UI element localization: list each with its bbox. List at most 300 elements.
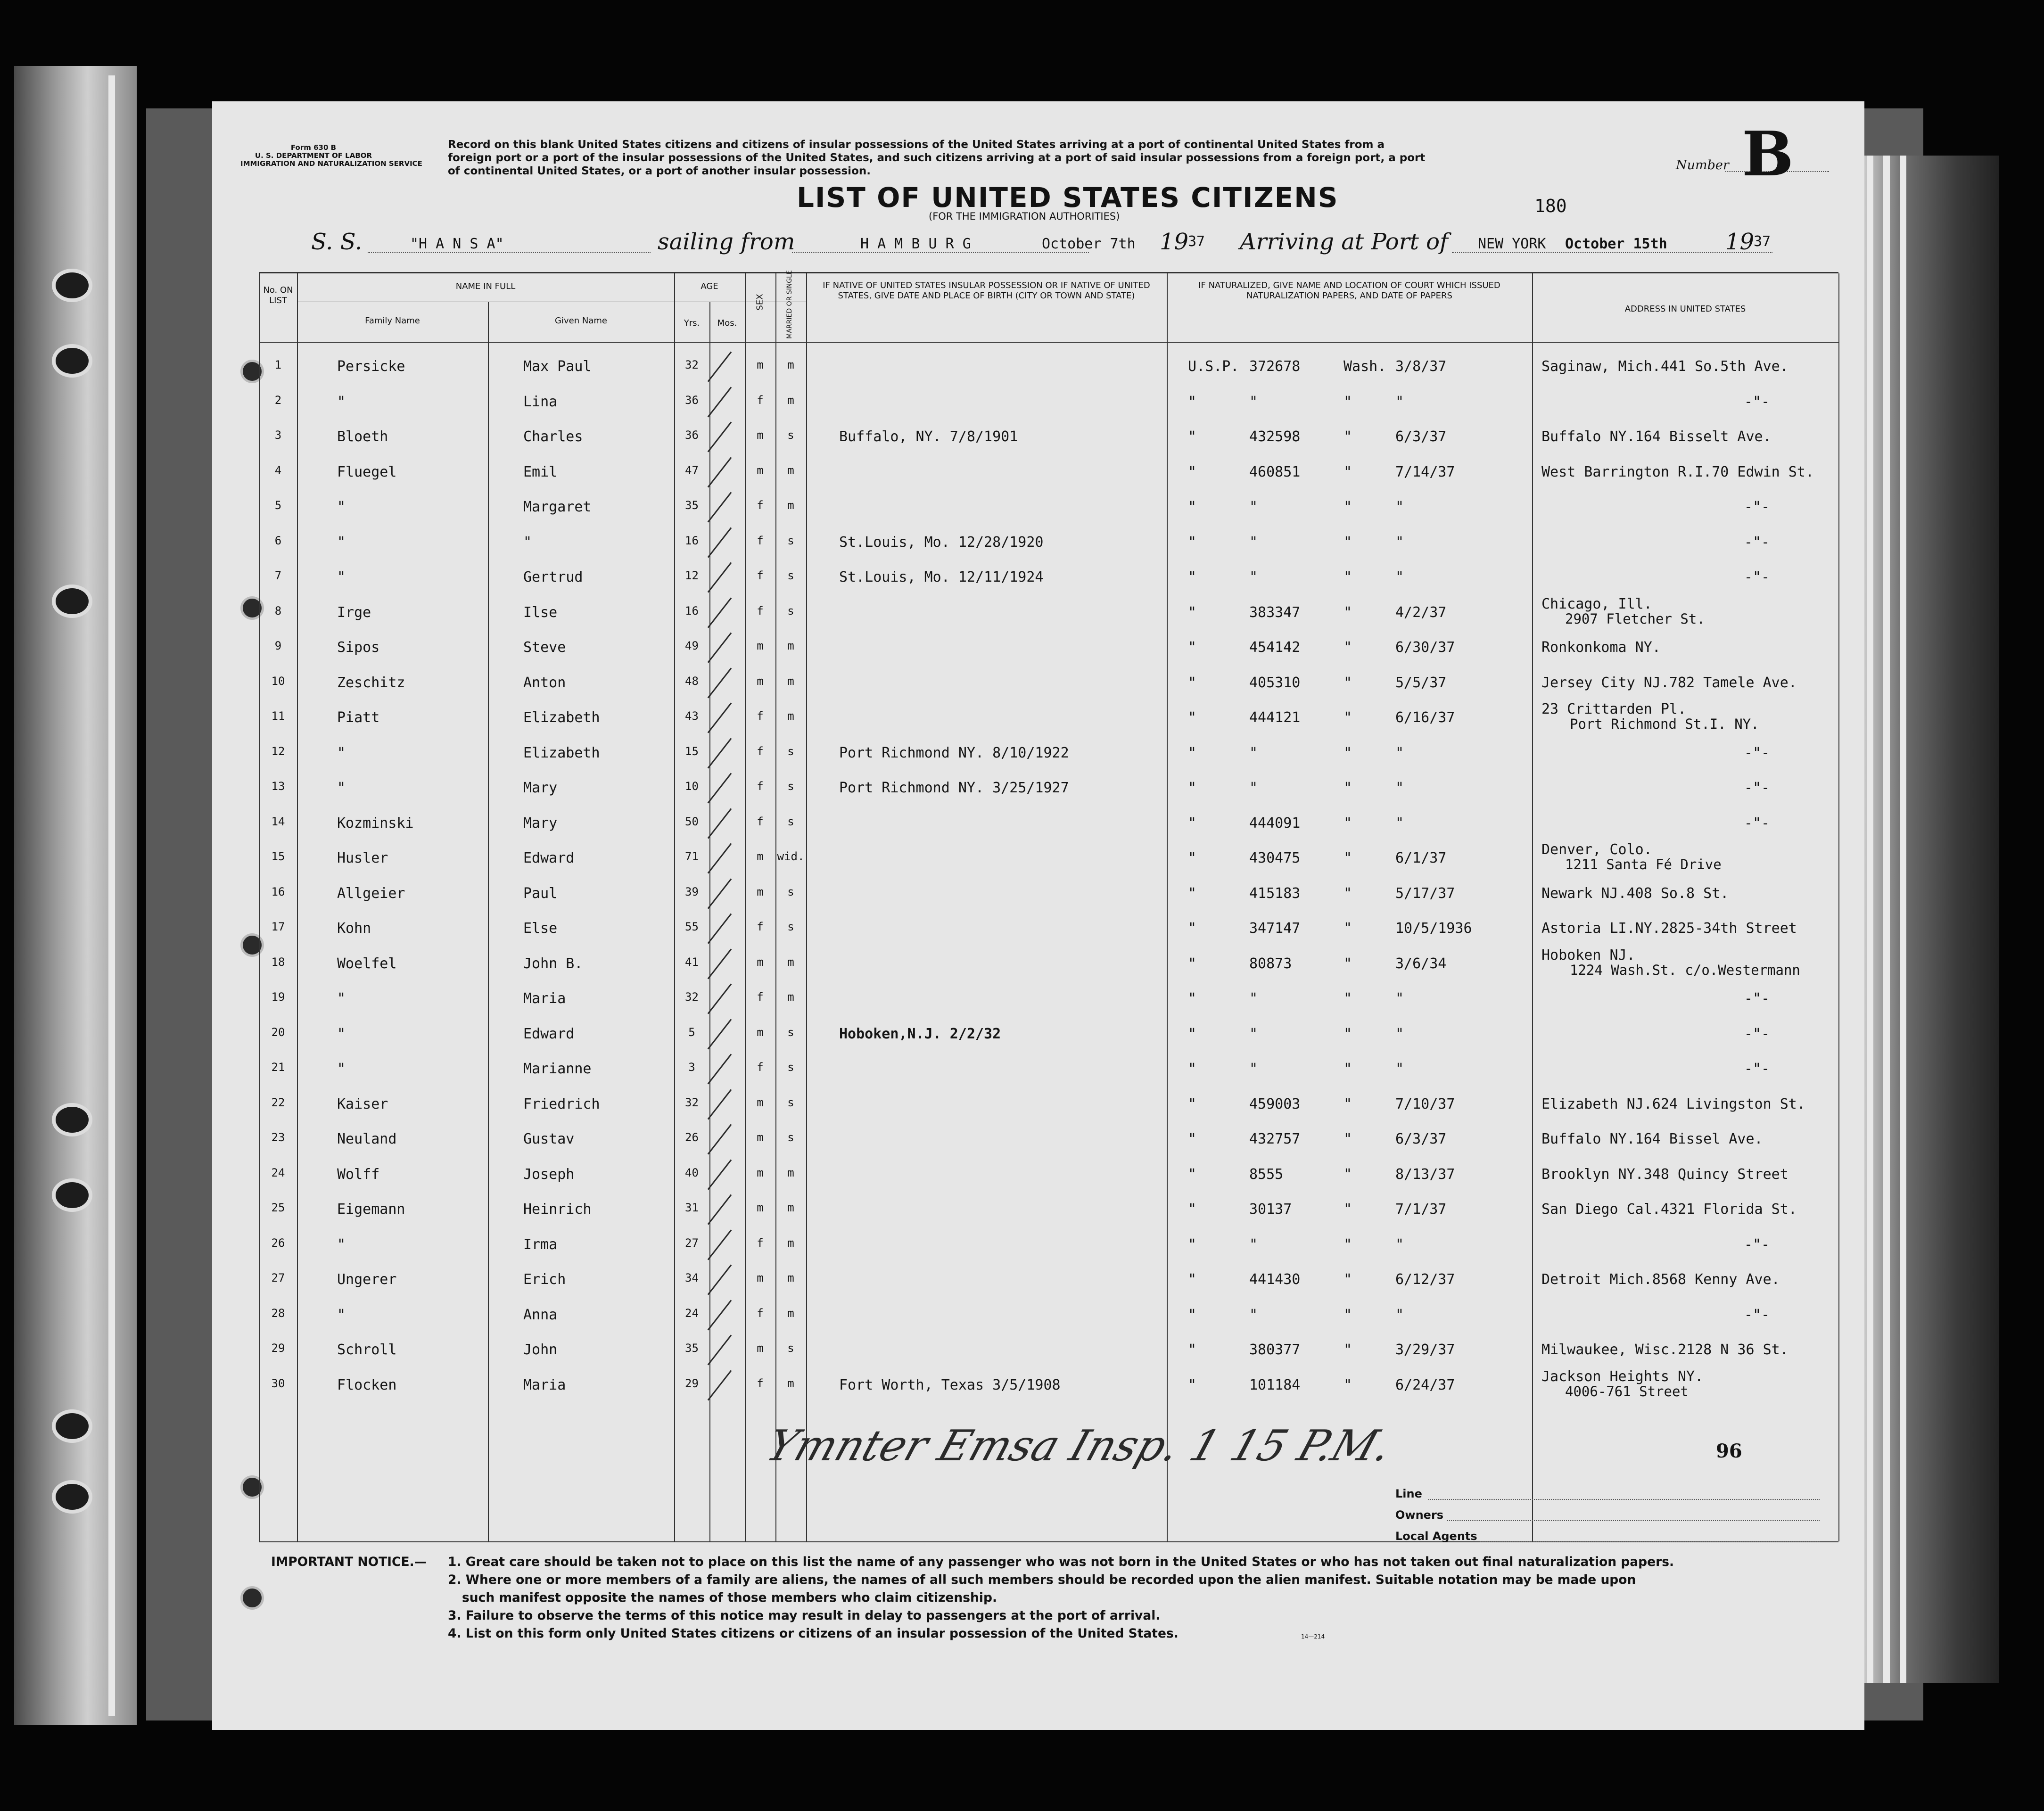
tally-stroke [708,1265,732,1295]
cell-no: 30 [271,1376,285,1390]
cell-given: Maria [523,990,566,1007]
cell-no: 19 [271,990,285,1004]
cell-no: 6 [274,534,282,547]
cell-family: Woelfel [337,955,397,972]
cell-court: " [1188,1061,1197,1077]
cell-age: 16 [685,534,699,547]
cell-no: 8 [274,604,282,617]
cell-sex: m [757,1131,764,1144]
cell-cert: 432757 [1249,1131,1301,1147]
cell-addr: Brooklyn NY.348 Quincy Street [1541,1166,1788,1183]
cell-ms: s [787,604,794,617]
tally-stroke [708,1300,732,1330]
department-name: U. S. DEPARTMENT OF LABOR [255,151,372,160]
cell-family: " [337,1061,346,1077]
cell-cert: " [1249,1061,1258,1077]
cell-date: " [1395,393,1404,410]
cell-given: Anna [523,1306,558,1323]
cell-given: Mary [523,815,558,831]
cell-family: Schroll [337,1342,397,1358]
cell-family: " [337,780,346,796]
cell-age: 29 [685,1376,699,1390]
cell-addr: -"- [1744,534,1770,551]
cell-loc: " [1343,569,1352,585]
cell-addr: -"- [1744,1306,1770,1323]
cell-ms: s [787,744,794,758]
cell-sex: f [757,499,764,512]
cell-age: 47 [685,463,699,477]
cell-family: Husler [337,850,388,866]
cell-age: 35 [685,1342,699,1355]
cell-age: 49 [685,639,699,652]
print-code: 14—214 [1301,1633,1325,1640]
cell-court: " [1188,674,1197,691]
cell-ms: m [787,955,794,969]
cell-court: " [1188,1376,1197,1393]
cell-ms: m [787,1376,794,1390]
cell-date: " [1395,780,1404,796]
cell-family: Fluegel [337,463,397,480]
cell-date: 6/16/37 [1395,709,1455,726]
cell-age: 3 [688,1061,695,1074]
cell-court: " [1188,744,1197,761]
arrival-date: October 15th [1565,236,1667,252]
cell-addr: Astoria LI.NY.2825-34th Street [1541,920,1797,937]
cell-given: Mary [523,780,558,796]
table-top-rule [259,272,1838,273]
cell-loc: " [1343,990,1352,1007]
tally-stroke [708,1229,732,1260]
cell-court: " [1188,1342,1197,1358]
cell-ms: s [787,569,794,582]
cell-court: " [1188,1025,1197,1042]
cell-court: " [1188,428,1197,445]
cell-given: Elizabeth [523,709,600,726]
cell-court: " [1188,780,1197,796]
cell-family: " [337,1306,346,1323]
cell-family: Ungerer [337,1271,397,1288]
arrival-year: 37 [1754,233,1771,250]
punch-hole [240,933,264,957]
cell-sex: m [757,358,764,371]
punch-hole [240,1586,264,1610]
cell-addr: West Barrington R.I.70 Edwin St. [1541,463,1814,480]
cell-ms: m [787,674,794,688]
cell-date: " [1395,1061,1404,1077]
cell-sex: f [757,1376,764,1390]
cell-sex: m [757,1342,764,1355]
header-age: AGE [701,281,718,291]
cell-addr: Ronkonkoma NY. [1541,639,1661,656]
cell-sex: m [757,1271,764,1284]
cell-date: 6/3/37 [1395,428,1447,445]
cell-age: 15 [685,744,699,758]
cell-court: " [1188,1095,1197,1112]
cell-court: " [1188,569,1197,585]
cell-sex: m [757,850,764,863]
cell-loc: " [1343,463,1352,480]
line-label: Line [1395,1487,1422,1500]
cell-ms: m [787,393,794,407]
sheet-number: 96 [1716,1440,1742,1462]
cell-date: " [1395,744,1404,761]
cell-addr: -"- [1744,815,1770,831]
tally-stroke [708,808,732,839]
cell-no: 14 [271,815,285,828]
cell-date: " [1395,1025,1404,1042]
header-birth: IF NATIVE OF UNITED STATES INSULAR POSSESSION OR IF NATIVE OF UNITED STATES, GIVE DATE AND PLACE OF BIRTH (CITY OR TOWN AND STATE) [823,280,1150,301]
cell-family: " [337,1025,346,1042]
cell-ms: s [787,885,794,898]
departure-year-prefix: 19 [1160,229,1189,255]
cell-no: 22 [271,1095,285,1109]
cell-given: Max Paul [523,358,592,375]
cell-age: 50 [685,815,699,828]
tally-stroke [708,562,732,593]
page-title: LIST OF UNITED STATES CITIZENS [797,181,1339,214]
cell-sex: f [757,920,764,933]
tally-stroke [708,492,732,523]
cell-family: Wolff [337,1166,380,1183]
cell-court: " [1188,499,1197,515]
tally-stroke [708,1124,732,1155]
tally-stroke [708,422,732,453]
cell-family: " [337,393,346,410]
cell-given: Edward [523,850,575,866]
cell-given: Elizabeth [523,744,600,761]
cell-date: 3/6/34 [1395,955,1447,972]
cell-cert: " [1249,1025,1258,1042]
cell-loc: " [1343,499,1352,515]
cell-cert: 30137 [1249,1201,1292,1218]
cell-cert: " [1249,569,1258,585]
cell-loc: " [1343,1061,1352,1077]
number-label: Number [1676,158,1729,173]
cell-cert: " [1249,393,1258,410]
cell-sex: m [757,639,764,652]
cell-age: 36 [685,393,699,407]
cell-ms: m [787,499,794,512]
cell-court: " [1188,885,1197,902]
departure-year: 37 [1188,233,1205,250]
cell-loc: " [1343,674,1352,691]
tally-stroke [708,773,732,804]
cell-cert: " [1249,534,1258,551]
cell-addr2: 1211 Santa Fé Drive [1565,856,1722,873]
cell-sex: f [757,815,764,828]
cell-no: 23 [271,1131,285,1144]
cell-cert: " [1249,1306,1258,1323]
cell-given: Joseph [523,1166,575,1183]
cell-addr: -"- [1744,1236,1770,1253]
cell-ms: m [787,1271,794,1284]
notice-item: 2. Where one or more members of a family are aliens, the names of all such members should be recorded upon the alien manifest. Suitable notation may be made upon [448,1572,1636,1587]
tally-stroke [708,597,732,628]
cell-age: 71 [685,850,699,863]
cell-cert: 80873 [1249,955,1292,972]
cell-family: Eigemann [337,1201,405,1218]
header-bottom-rule [259,342,1838,343]
citizen-list-form [212,101,1864,1730]
cell-loc: " [1343,534,1352,551]
record-note-line: of continental United States, or a port of another insular possession. [448,165,871,177]
cell-loc: " [1343,1095,1352,1112]
cell-given: Emil [523,463,558,480]
tally-stroke [708,1019,732,1049]
header-address: ADDRESS IN UNITED STATES [1624,304,1746,314]
cell-sex: m [757,674,764,688]
arriving-label: Arriving at Port of [1240,229,1448,255]
cell-given: Maria [523,1376,566,1393]
cell-given: Edward [523,1025,575,1042]
cell-no: 12 [271,744,285,758]
cell-sex: f [757,534,764,547]
header-given-name: Given Name [555,316,607,326]
tally-stroke [708,1159,732,1190]
record-note-line: Record on this blank United States citizens and citizens of insular possessions of the United States arriving at a port of continental United States from a [448,139,1385,151]
cell-given: Marianne [523,1061,592,1077]
cell-age: 16 [685,604,699,617]
cell-family: Piatt [337,709,380,726]
cell-addr: Chicago, Ill. [1541,595,1652,612]
cell-no: 24 [271,1166,285,1179]
cell-family: " [337,569,346,585]
cell-age: 34 [685,1271,699,1284]
cell-family: " [337,990,346,1007]
cell-addr2: 4006-761 Street [1565,1383,1689,1399]
cell-court: U.S.P. [1188,358,1239,375]
cell-family: Persicke [337,358,405,375]
cell-no: 21 [271,1061,285,1074]
header-years: Yrs. [684,318,700,328]
cell-age: 39 [685,885,699,898]
cell-family: " [337,744,346,761]
cell-ms: m [787,709,794,723]
cell-no: 10 [271,674,285,688]
cell-family: Zeschitz [337,674,405,691]
cell-date: " [1395,499,1404,515]
cell-age: 40 [685,1166,699,1179]
cell-ms: wid. [777,850,805,863]
sailing-label: sailing from [658,229,795,255]
cell-addr: Newark NJ.408 So.8 St. [1541,885,1729,902]
cell-ms: m [787,639,794,652]
cell-no: 7 [274,569,282,582]
cell-birth: Port Richmond NY. 8/10/1922 [839,744,1069,761]
cell-cert: " [1249,1236,1258,1253]
cell-court: " [1188,990,1197,1007]
cell-ms: m [787,1201,794,1214]
cell-given: Erich [523,1271,566,1288]
cell-date: 6/12/37 [1395,1271,1455,1288]
tally-stroke [708,1370,732,1400]
cell-sex: f [757,1061,764,1074]
cell-date: " [1395,815,1404,831]
tally-stroke [708,352,732,382]
cell-addr: Hoboken NJ. [1541,947,1635,963]
cell-given: John [523,1342,558,1358]
cell-cert: 101184 [1249,1376,1301,1393]
tally-stroke [708,527,732,558]
cell-cert: " [1249,990,1258,1007]
cell-family: Kaiser [337,1095,388,1112]
cell-addr: 23 Crittarden Pl. [1541,701,1687,717]
cell-no: 2 [274,393,282,407]
cell-given: Steve [523,639,566,656]
cell-ms: s [787,1342,794,1355]
cell-given: Friedrich [523,1095,600,1112]
cell-ms: s [787,780,794,793]
cell-date: 4/2/37 [1395,604,1447,621]
cell-given: Lina [523,393,558,410]
cell-age: 36 [685,428,699,442]
cell-date: 6/1/37 [1395,850,1447,866]
cell-sex: m [757,1166,764,1179]
cell-given: Gustav [523,1131,575,1147]
cell-court: " [1188,1236,1197,1253]
cell-no: 5 [274,499,282,512]
cell-no: 27 [271,1271,285,1284]
cell-addr: -"- [1744,499,1770,515]
ship-name: "H A N S A" [410,236,504,252]
cell-court: " [1188,709,1197,726]
cell-cert: 415183 [1249,885,1301,902]
cell-no: 17 [271,920,285,933]
cell-loc: " [1343,1342,1352,1358]
cell-given: Anton [523,674,566,691]
cell-loc: " [1343,428,1352,445]
cell-court: " [1188,815,1197,831]
cell-family: Irge [337,604,371,621]
cell-ms: m [787,463,794,477]
tally-stroke [708,633,732,663]
tally-stroke [708,1054,732,1085]
tally-stroke [708,738,732,768]
tally-stroke [708,1194,732,1225]
cell-age: 31 [685,1201,699,1214]
cell-loc: " [1343,1271,1352,1288]
cell-family: " [337,1236,346,1253]
cell-family: Kozminski [337,815,414,831]
cell-sex: f [757,990,764,1004]
tally-stroke [708,914,732,944]
cell-loc: " [1343,850,1352,866]
cell-no: 4 [274,463,282,477]
cell-court: " [1188,1271,1197,1288]
cell-age: 12 [685,569,699,582]
cell-no: 18 [271,955,285,969]
cell-age: 32 [685,1095,699,1109]
tally-stroke [708,667,732,698]
cell-age: 10 [685,780,699,793]
cell-loc: " [1343,1201,1352,1218]
cell-ms: m [787,990,794,1004]
tally-stroke [708,843,732,874]
notice-item: 4. List on this form only United States citizens or citizens of an insular possession of the United States. [448,1626,1179,1641]
cell-ms: m [787,1236,794,1250]
page-stack-edge [1862,156,1999,1683]
cell-sex: f [757,569,764,582]
cell-loc: Wash. [1343,358,1386,375]
cell-age: 55 [685,920,699,933]
notice-heading: IMPORTANT NOTICE.— [271,1555,427,1569]
cell-age: 27 [685,1236,699,1250]
record-instructions [448,138,1838,178]
notice-item: 3. Failure to observe the terms of this notice may result in delay to passengers at the port of arrival. [448,1608,1161,1623]
cell-ms: s [787,1095,794,1109]
cell-date: " [1395,990,1404,1007]
cell-court: " [1188,1201,1197,1218]
cell-date: 7/10/37 [1395,1095,1455,1112]
header-naturalization: IF NATURALIZED, GIVE NAME AND LOCATION OF COURT WHICH ISSUED NATURALIZATION PAPERS, AND DATE OF PAPERS [1198,280,1500,301]
cell-age: 5 [688,1025,695,1039]
tally-stroke [708,1089,732,1120]
cell-cert: 444091 [1249,815,1301,831]
cell-no: 9 [274,639,282,652]
cell-court: " [1188,463,1197,480]
notice-item: such manifest opposite the names of those members who claim citizenship. [462,1590,997,1605]
cell-addr: San Diego Cal.4321 Florida St. [1541,1201,1797,1218]
cell-court: " [1188,955,1197,972]
page-subtitle: (FOR THE IMMIGRATION AUTHORITIES) [929,211,1120,222]
header-months: Mos. [717,318,737,328]
cell-cert: 432598 [1249,428,1301,445]
cell-loc: " [1343,1376,1352,1393]
cell-date: 8/13/37 [1395,1166,1455,1183]
cell-family: Sipos [337,639,380,656]
cell-ms: s [787,920,794,933]
binder-hole [52,269,92,302]
cell-date: 3/29/37 [1395,1342,1455,1358]
cell-date: 7/1/37 [1395,1201,1447,1218]
cell-no: 15 [271,850,285,863]
departure-date: October 7th [1042,236,1136,252]
cell-loc: " [1343,1306,1352,1323]
cell-ms: m [787,358,794,371]
cell-cert: 459003 [1249,1095,1301,1112]
cell-addr: -"- [1744,1061,1770,1077]
cell-birth: Buffalo, NY. 7/8/1901 [839,428,1018,445]
cell-sex: f [757,393,764,407]
cell-loc: " [1343,744,1352,761]
owners-label: Owners [1395,1508,1444,1522]
cell-loc: " [1343,920,1352,937]
binder-hole [52,1480,92,1514]
cell-age: 35 [685,499,699,512]
cell-sex: m [757,885,764,898]
cell-family: Flocken [337,1376,397,1393]
cell-addr: Milwaukee, Wisc.2128 N 36 St. [1541,1342,1788,1358]
cell-sex: f [757,1236,764,1250]
cell-loc: " [1343,780,1352,796]
cell-family: " [337,534,346,551]
tally-stroke [708,457,732,487]
cell-court: " [1188,850,1197,866]
cell-sex: f [757,709,764,723]
cell-date: " [1395,1306,1404,1323]
cell-birth: St.Louis, Mo. 12/28/1920 [839,534,1044,551]
list-number: 180 [1534,196,1567,216]
cell-court: " [1188,534,1197,551]
cell-sex: m [757,1095,764,1109]
cell-age: 32 [685,990,699,1004]
cell-addr: Detroit Mich.8568 Kenny Ave. [1541,1271,1780,1288]
ss-label: S. S. [311,229,363,255]
cell-addr: -"- [1744,744,1770,761]
cell-birth: Hoboken,N.J. 2/2/32 [839,1025,1001,1042]
cell-addr: -"- [1744,780,1770,796]
cell-cert: 454142 [1249,639,1301,656]
